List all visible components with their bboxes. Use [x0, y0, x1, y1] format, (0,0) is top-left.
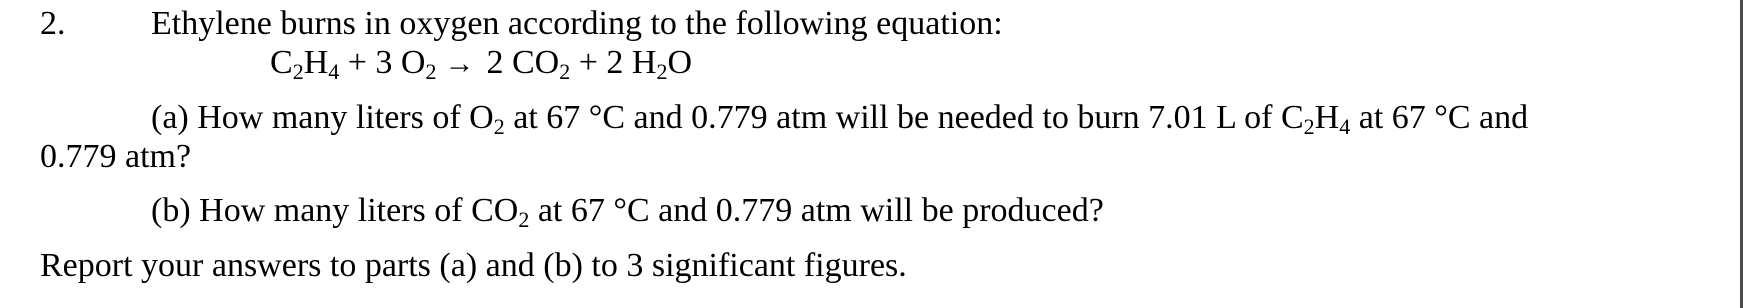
- part-a-question: [151, 99, 1528, 137]
- equation-text: + 3 O: [339, 44, 426, 81]
- equation-text: H: [303, 44, 329, 81]
- part-b-text: at 67 °C and 0.779 atm will be produced?: [529, 192, 1104, 229]
- question-stem: Ethylene burns in oxygen according to the following equation:: [151, 5, 1003, 42]
- subscript: 4: [328, 59, 340, 84]
- equation-text: + 2 H: [570, 44, 657, 81]
- reaction-arrow-icon: →: [444, 47, 475, 80]
- part-a-text: (a) How many liters of O: [151, 99, 494, 136]
- report-instruction: Report your answers to parts (a) and (b) to 3 significant figures.: [40, 247, 907, 284]
- subscript: 2: [292, 59, 304, 84]
- equation-text: C: [270, 44, 293, 81]
- subscript: 4: [1339, 114, 1351, 139]
- equation-text: O: [667, 44, 693, 81]
- vertical-scrollbar[interactable]: [1740, 0, 1754, 308]
- part-a-text: H: [1314, 99, 1340, 136]
- part-a-text: at 67 °C and: [1350, 99, 1529, 136]
- subscript: 2: [425, 59, 437, 84]
- subscript: 2: [656, 59, 668, 84]
- question-number: 2.: [40, 5, 66, 42]
- part-b-question: [151, 192, 1104, 230]
- part-a-question-continuation: 0.779 atm?: [40, 138, 192, 175]
- equation-text: 2 CO: [486, 44, 560, 81]
- subscript: 2: [518, 207, 530, 232]
- part-b-text: (b) How many liters of CO: [151, 192, 519, 229]
- subscript: 2: [493, 114, 505, 139]
- part-a-text: at 67 °C and 0.779 atm will be needed to burn 7.01 L of C: [504, 99, 1304, 136]
- chemical-equation: [270, 44, 692, 83]
- subscript: 2: [559, 59, 571, 84]
- subscript: 2: [1303, 114, 1315, 139]
